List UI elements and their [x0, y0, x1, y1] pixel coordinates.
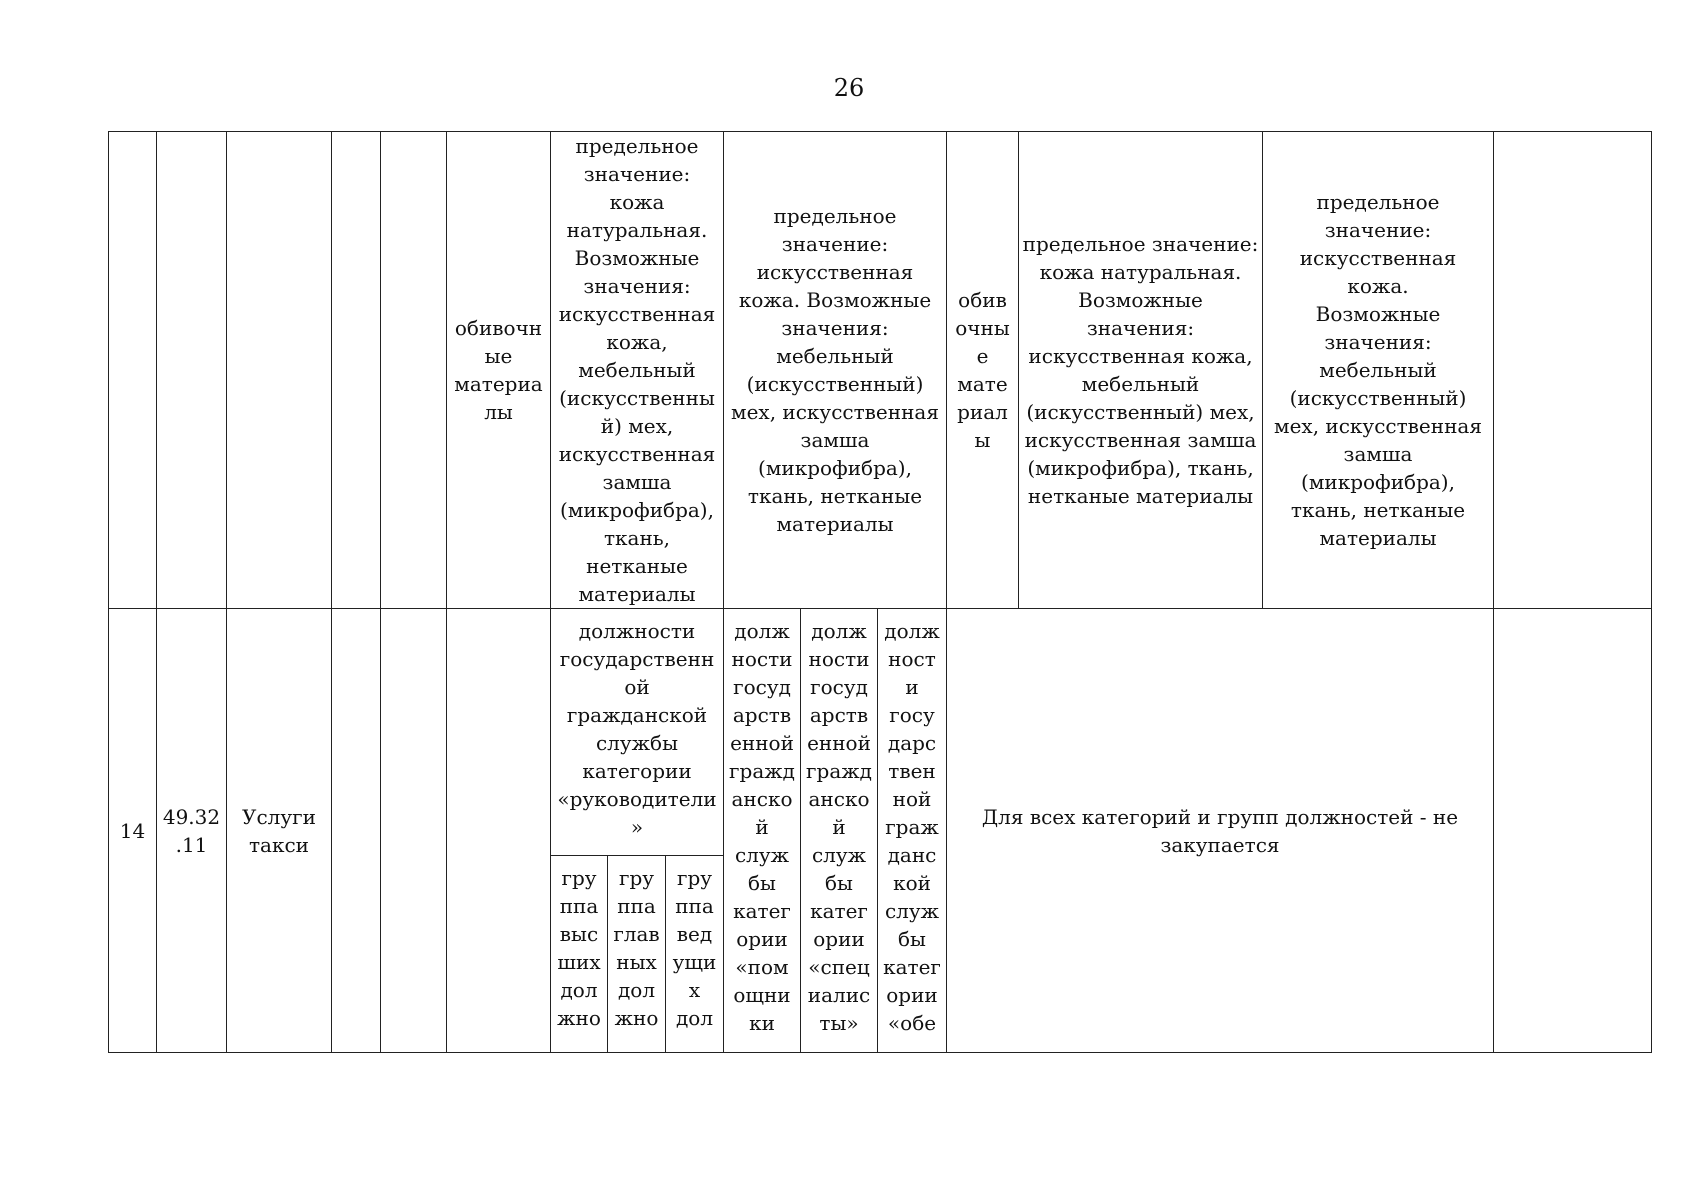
- cell-unit: [332, 132, 381, 609]
- procurement-table: [108, 131, 1652, 1053]
- cell-name: Услуги такси: [227, 609, 332, 1053]
- table-row-taxi: [109, 609, 1652, 856]
- cell-code: 49.32 .11: [157, 609, 227, 1053]
- cell-leaders-value-2: предельное значение: кожа натуральная. Возможные значения: искусственная кожа, мебельный (искусственный) мех, искусственная замша (микрофибра), ткань, нетканые материалы: [1019, 132, 1263, 609]
- cell-other-categories-value: предельное значение: искусственная кожа. Возможные значения: мебельный (искусственный) мех, искусственная замша (микрофибра), ткань, нетканые материалы: [724, 132, 947, 609]
- cell-characteristic: обивочн ые материа лы: [447, 132, 551, 609]
- table-row-upholstery: [109, 132, 1652, 609]
- cell-group-main: гру ппа глав ных дол жно: [608, 856, 666, 1053]
- cell-characteristic: [447, 609, 551, 1053]
- cell-assistants-header: долж ности госуд арств енной гражд анско й служ бы катег ории «пом ощни ки: [724, 609, 801, 1053]
- cell-unit-name: [381, 132, 447, 609]
- cell-group-highest: гру ппа выс ших дол жно: [551, 856, 608, 1053]
- cell-not-procured-note: Для всех категорий и групп должностей - не закупается: [947, 609, 1494, 1053]
- cell-leaders-value: предельное значение: кожа натуральная. Возможные значения: искусственная кожа, мебельный (искусственны й) мех, искусственная замша (микрофибра), ткань, нетканые материалы: [551, 132, 724, 609]
- cell-group-leading: гру ппа вед ущи х дол: [666, 856, 724, 1053]
- page-number: 26: [833, 74, 865, 102]
- cell-number: 14: [109, 609, 157, 1053]
- cell-leaders-header: должности государственн ой гражданской службы категории «руководители »: [551, 609, 724, 856]
- cell-providing-specialists-header: долж ност и госу дарс твен ной граж данс кой служ бы катег ории «обе: [878, 609, 947, 1053]
- cell-code: [157, 132, 227, 609]
- cell-unit-name: [381, 609, 447, 1053]
- cell-name: [227, 132, 332, 609]
- cell-specialists-header: долж ности госуд арств енной гражд анско й служ бы катег ории «спец иалис ты»: [801, 609, 878, 1053]
- cell-other-categories-value-2: предельное значение: искусственная кожа. Возможные значения: мебельный (искусственный) мех, искусственная замша (микрофибра), ткань, нетканые материалы: [1263, 132, 1494, 609]
- cell-justification: [1494, 609, 1652, 1053]
- cell-justification: [1494, 132, 1652, 609]
- cell-characteristic-2: обив очны е мате риал ы: [947, 132, 1019, 609]
- cell-unit: [332, 609, 381, 1053]
- cell-number: [109, 132, 157, 609]
